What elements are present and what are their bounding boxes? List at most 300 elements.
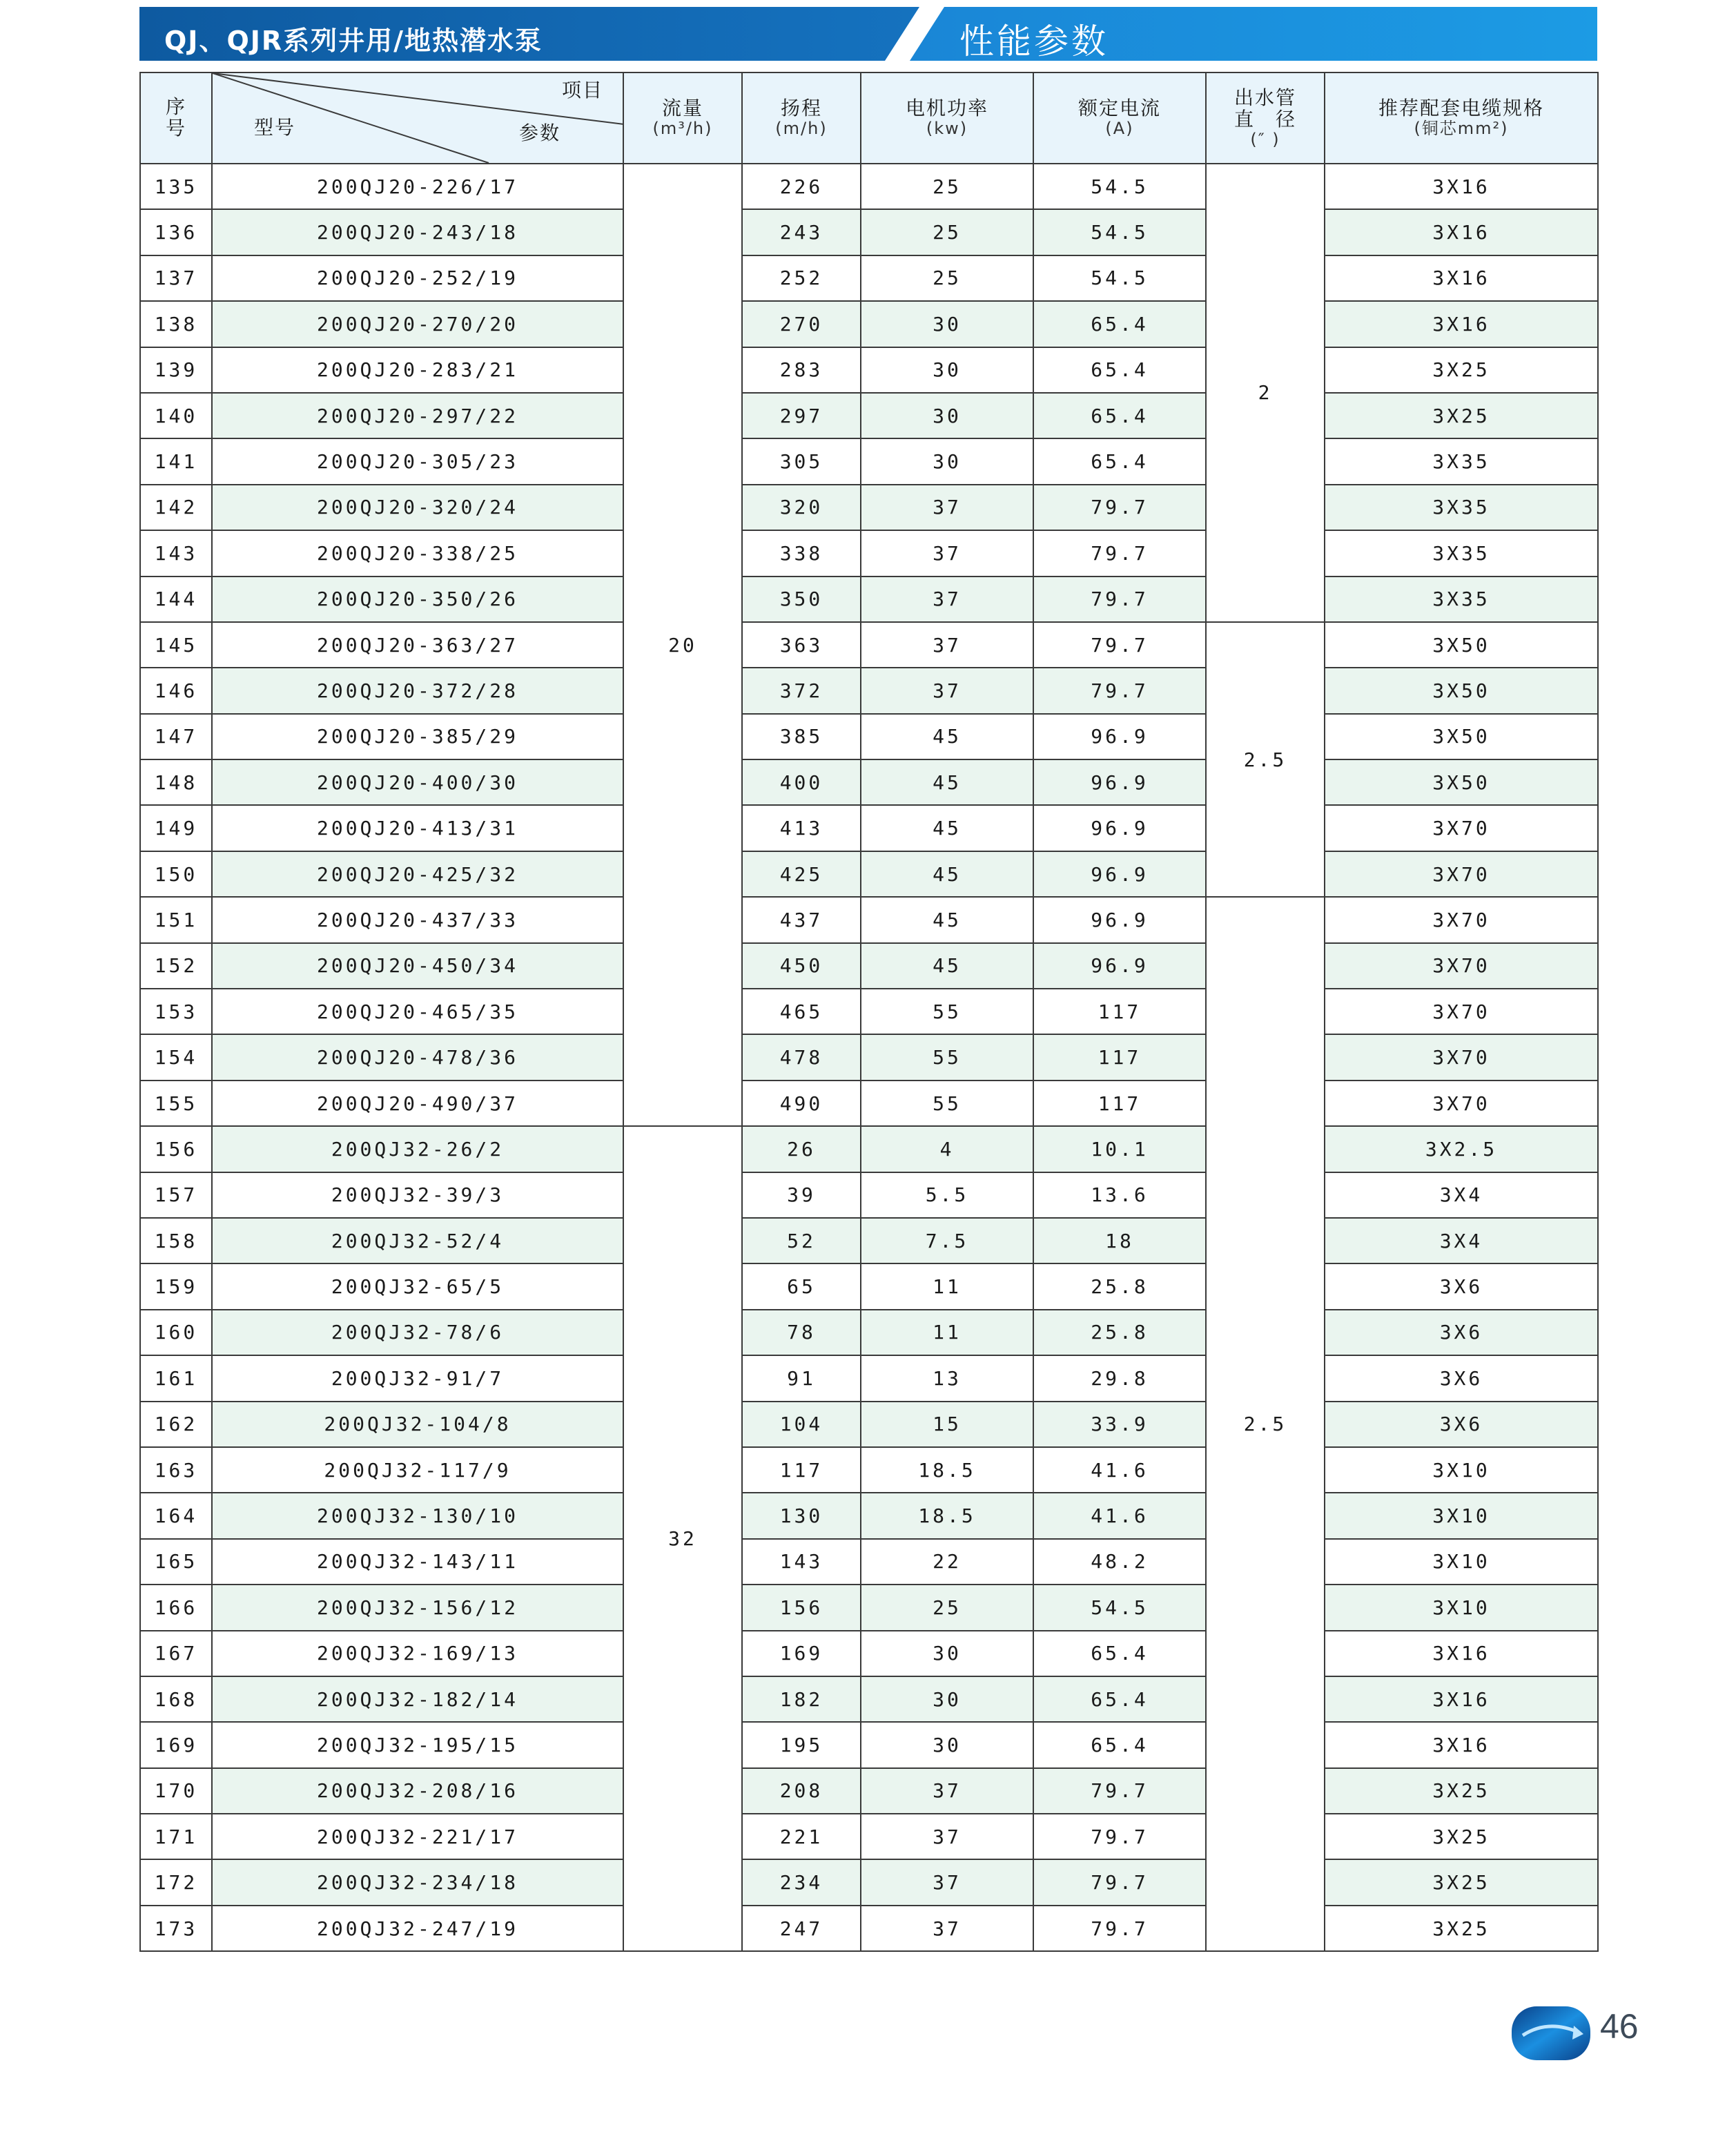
cell-power: 37 [861,1814,1033,1859]
cell-head: 490 [742,1081,861,1126]
table-row [140,759,1598,805]
cell-index: 166 [140,1585,212,1630]
table-row [140,622,1598,668]
cell-current: 117 [1033,1081,1206,1126]
cell-head: 252 [742,255,861,301]
cell-head: 104 [742,1402,861,1447]
cell-index: 144 [140,577,212,622]
cell-power: 4 [861,1126,1033,1172]
header-index [140,72,212,164]
cell-index: 164 [140,1493,212,1538]
cell-cable: 3X50 [1325,622,1598,668]
cell-power: 30 [861,347,1033,393]
cell-model: 200QJ32-195/15 [212,1722,623,1767]
cell-model: 200QJ20-270/20 [212,301,623,347]
cell-model: 200QJ20-297/22 [212,393,623,438]
header-head [742,72,861,164]
cell-cable: 3X25 [1325,347,1598,393]
cell-model: 200QJ20-478/36 [212,1034,623,1080]
cell-model: 200QJ32-78/6 [212,1310,623,1355]
cell-current: 79.7 [1033,485,1206,530]
cell-head: 372 [742,668,861,713]
header-param-label: 参数 [518,122,560,144]
table-row [140,347,1598,393]
cell-head: 65 [742,1263,861,1309]
cell-current: 41.6 [1033,1493,1206,1538]
cell-current: 29.8 [1033,1355,1206,1401]
cell-cable: 3X70 [1325,897,1598,942]
header-power [861,72,1033,164]
table-row [140,1355,1598,1401]
cell-cable: 3X50 [1325,668,1598,713]
table-row [140,851,1598,897]
cell-head: 39 [742,1172,861,1218]
cell-model: 200QJ20-413/31 [212,805,623,851]
cell-model: 200QJ32-208/16 [212,1768,623,1814]
cell-power: 45 [861,805,1033,851]
table-row [140,1906,1598,1951]
cell-power: 30 [861,1676,1033,1722]
cell-index: 153 [140,989,212,1034]
cell-current: 65.4 [1033,1631,1206,1676]
cell-head: 338 [742,530,861,576]
cell-current: 65.4 [1033,1722,1206,1767]
cell-head: 143 [742,1539,861,1585]
table-row [140,1493,1598,1538]
table-row [140,530,1598,576]
cell-power: 22 [861,1539,1033,1585]
cell-head: 450 [742,943,861,989]
cell-cable: 3X35 [1325,577,1598,622]
cell-index: 157 [140,1172,212,1218]
cell-model: 200QJ20-338/25 [212,530,623,576]
cell-model: 200QJ20-437/33 [212,897,623,942]
cell-index: 155 [140,1081,212,1126]
cell-index: 136 [140,209,212,255]
cell-current: 117 [1033,989,1206,1034]
cell-head: 156 [742,1585,861,1630]
cell-power: 45 [861,943,1033,989]
cell-cable: 3X4 [1325,1218,1598,1263]
cell-model: 200QJ32-169/13 [212,1631,623,1676]
header-outlet [1206,72,1325,164]
cell-index: 150 [140,851,212,897]
header-cable-unit: (铜芯mm²) [1414,119,1509,139]
cell-power: 37 [861,577,1033,622]
header-outlet-unit: (″ ) [1250,129,1280,149]
cell-head: 247 [742,1906,861,1951]
cell-current: 96.9 [1033,943,1206,989]
cell-model: 200QJ20-363/27 [212,622,623,668]
cell-power: 25 [861,209,1033,255]
cell-index: 171 [140,1814,212,1859]
cell-outlet-group: 2.5 [1206,622,1325,897]
cell-model: 200QJ32-117/9 [212,1447,623,1493]
cell-current: 25.8 [1033,1263,1206,1309]
cell-cable: 3X35 [1325,438,1598,484]
cell-current: 96.9 [1033,759,1206,805]
cell-current: 54.5 [1033,1585,1206,1630]
cell-index: 168 [140,1676,212,1722]
header-banner [139,7,1597,61]
page-number: 46 [1600,2007,1639,2046]
cell-head: 350 [742,577,861,622]
cell-model: 200QJ20-320/24 [212,485,623,530]
cell-cable: 3X16 [1325,255,1598,301]
cell-index: 162 [140,1402,212,1447]
table-row [140,438,1598,484]
table-row [140,989,1598,1034]
cell-current: 79.7 [1033,1814,1206,1859]
header-model-label: 型号 [254,116,296,139]
cell-model: 200QJ32-143/11 [212,1539,623,1585]
cell-head: 363 [742,622,861,668]
table-row [140,1402,1598,1447]
cell-cable: 3X16 [1325,1631,1598,1676]
cell-power: 5.5 [861,1172,1033,1218]
cell-index: 139 [140,347,212,393]
cell-cable: 3X25 [1325,1906,1598,1951]
cell-head: 283 [742,347,861,393]
cell-flow-group: 20 [623,164,742,1126]
cell-cable: 3X6 [1325,1310,1598,1355]
table-row [140,1447,1598,1493]
cell-model: 200QJ20-490/37 [212,1081,623,1126]
table-row [140,1263,1598,1309]
cell-model: 200QJ32-65/5 [212,1263,623,1309]
cell-power: 37 [861,1859,1033,1905]
cell-cable: 3X25 [1325,1768,1598,1814]
cell-cable: 3X25 [1325,393,1598,438]
cell-model: 200QJ20-226/17 [212,164,623,209]
cell-power: 30 [861,1722,1033,1767]
cell-head: 234 [742,1859,861,1905]
cell-index: 142 [140,485,212,530]
cell-model: 200QJ32-247/19 [212,1906,623,1951]
cell-cable: 3X35 [1325,530,1598,576]
cell-current: 96.9 [1033,714,1206,759]
cell-head: 305 [742,438,861,484]
cell-cable: 3X16 [1325,301,1598,347]
cell-cable: 3X70 [1325,943,1598,989]
header-model-diagonal [212,72,623,164]
cell-model: 200QJ20-283/21 [212,347,623,393]
cell-index: 149 [140,805,212,851]
cell-cable: 3X70 [1325,805,1598,851]
cell-current: 54.5 [1033,209,1206,255]
cell-power: 45 [861,851,1033,897]
header-index-line2: 号 [165,117,186,139]
cell-index: 170 [140,1768,212,1814]
header-power-unit: (kw) [926,119,968,139]
cell-model: 200QJ32-221/17 [212,1814,623,1859]
table-row [140,255,1598,301]
cell-power: 30 [861,393,1033,438]
table-row [140,943,1598,989]
cell-power: 37 [861,530,1033,576]
cell-index: 172 [140,1859,212,1905]
cell-model: 200QJ20-465/35 [212,989,623,1034]
cell-model: 200QJ20-450/34 [212,943,623,989]
cell-current: 96.9 [1033,805,1206,851]
header-cable-label: 推荐配套电缆规格 [1378,97,1544,120]
cell-head: 320 [742,485,861,530]
cell-head: 297 [742,393,861,438]
table-row [140,301,1598,347]
table-row [140,1081,1598,1126]
cell-index: 167 [140,1631,212,1676]
cell-power: 30 [861,301,1033,347]
cell-index: 146 [140,668,212,713]
cell-head: 52 [742,1218,861,1263]
cell-current: 18 [1033,1218,1206,1263]
cell-current: 96.9 [1033,851,1206,897]
table-row [140,714,1598,759]
cell-power: 7.5 [861,1218,1033,1263]
performance-table [139,72,1599,1952]
cell-cable: 3X25 [1325,1814,1598,1859]
cell-cable: 3X25 [1325,1859,1598,1905]
cell-model: 200QJ20-305/23 [212,438,623,484]
section-title: 性能参数 [959,21,1109,61]
cell-cable: 3X10 [1325,1447,1598,1493]
table-row [140,1539,1598,1585]
cell-current: 25.8 [1033,1310,1206,1355]
cell-current: 79.7 [1033,622,1206,668]
cell-cable: 3X50 [1325,714,1598,759]
cell-power: 18.5 [861,1493,1033,1538]
cell-model: 200QJ32-156/12 [212,1585,623,1630]
cell-flow-group: 32 [623,1126,742,1951]
cell-head: 400 [742,759,861,805]
cell-model: 200QJ32-52/4 [212,1218,623,1263]
cell-index: 158 [140,1218,212,1263]
cell-current: 79.7 [1033,530,1206,576]
cell-cable: 3X6 [1325,1263,1598,1309]
header-outlet-line2: 直 径 [1233,107,1296,130]
header-outlet-line1: 出水管 [1233,86,1296,109]
table-row [140,393,1598,438]
cell-model: 200QJ32-39/3 [212,1172,623,1218]
cell-model: 200QJ20-425/32 [212,851,623,897]
cell-model: 200QJ32-182/14 [212,1676,623,1722]
table-row [140,1034,1598,1080]
cell-head: 117 [742,1447,861,1493]
cell-current: 79.7 [1033,1768,1206,1814]
table-row [140,1310,1598,1355]
cell-current: 65.4 [1033,438,1206,484]
cell-model: 200QJ20-385/29 [212,714,623,759]
cell-current: 79.7 [1033,577,1206,622]
cell-index: 135 [140,164,212,209]
header-flow-label: 流量 [661,97,703,120]
cell-head: 465 [742,989,861,1034]
table-row [140,164,1598,209]
cell-cable: 3X70 [1325,989,1598,1034]
cell-cable: 3X16 [1325,1676,1598,1722]
cell-cable: 3X16 [1325,1722,1598,1767]
cell-current: 117 [1033,1034,1206,1080]
table-row [140,577,1598,622]
cell-index: 151 [140,897,212,942]
cell-cable: 3X6 [1325,1355,1598,1401]
table-row [140,1814,1598,1859]
cell-cable: 3X4 [1325,1172,1598,1218]
cell-index: 173 [140,1906,212,1951]
cell-model: 200QJ20-372/28 [212,668,623,713]
header-current-unit: (A) [1105,119,1134,139]
header-index-line1: 序 [165,95,186,119]
cell-index: 141 [140,438,212,484]
cell-index: 147 [140,714,212,759]
header-head-unit: (m/h) [775,119,828,139]
cell-index: 152 [140,943,212,989]
cell-power: 37 [861,1906,1033,1951]
cell-current: 65.4 [1033,393,1206,438]
cell-head: 270 [742,301,861,347]
cell-model: 200QJ32-234/18 [212,1859,623,1905]
cell-power: 55 [861,1081,1033,1126]
cell-power: 11 [861,1310,1033,1355]
cell-head: 221 [742,1814,861,1859]
cell-cable: 3X10 [1325,1539,1598,1585]
cell-power: 11 [861,1263,1033,1309]
table-row [140,1585,1598,1630]
cell-cable: 3X50 [1325,759,1598,805]
cell-current: 96.9 [1033,897,1206,942]
cell-power: 25 [861,164,1033,209]
cell-cable: 3X6 [1325,1402,1598,1447]
cell-index: 169 [140,1722,212,1767]
cell-head: 226 [742,164,861,209]
cell-head: 385 [742,714,861,759]
cell-head: 425 [742,851,861,897]
cell-index: 165 [140,1539,212,1585]
cell-cable: 3X70 [1325,1081,1598,1126]
table-row [140,209,1598,255]
page-badge-icon [1510,2005,1592,2064]
cell-power: 25 [861,255,1033,301]
table-row [140,1172,1598,1218]
table-row [140,668,1598,713]
cell-current: 79.7 [1033,1859,1206,1905]
cell-head: 208 [742,1768,861,1814]
cell-cable: 3X70 [1325,851,1598,897]
cell-cable: 3X16 [1325,164,1598,209]
cell-head: 182 [742,1676,861,1722]
cell-index: 163 [140,1447,212,1493]
cell-power: 45 [861,897,1033,942]
table-body [140,164,1598,1951]
cell-current: 65.4 [1033,1676,1206,1722]
cell-head: 169 [742,1631,861,1676]
cell-cable: 3X10 [1325,1585,1598,1630]
cell-power: 45 [861,714,1033,759]
table-row [140,1126,1598,1172]
cell-power: 30 [861,1631,1033,1676]
cell-cable: 3X16 [1325,209,1598,255]
cell-model: 200QJ32-26/2 [212,1126,623,1172]
table-row [140,805,1598,851]
cell-cable: 3X2.5 [1325,1126,1598,1172]
cell-model: 200QJ32-130/10 [212,1493,623,1538]
cell-current: 54.5 [1033,255,1206,301]
cell-index: 160 [140,1310,212,1355]
header-current-label: 额定电流 [1077,97,1161,120]
cell-power: 37 [861,668,1033,713]
cell-model: 200QJ20-350/26 [212,577,623,622]
cell-head: 130 [742,1493,861,1538]
cell-cable: 3X10 [1325,1493,1598,1538]
cell-power: 55 [861,989,1033,1034]
cell-index: 156 [140,1126,212,1172]
cell-cable: 3X70 [1325,1034,1598,1080]
series-title: QJ、QJR系列井用/地热潜水泵 [164,26,543,56]
cell-current: 65.4 [1033,301,1206,347]
cell-power: 25 [861,1585,1033,1630]
table-row [140,1631,1598,1676]
header-current [1033,72,1206,164]
cell-head: 26 [742,1126,861,1172]
cell-current: 79.7 [1033,1906,1206,1951]
cell-index: 137 [140,255,212,301]
cell-power: 37 [861,622,1033,668]
header-flow-unit: (m³/h) [652,119,713,139]
table-row [140,897,1598,942]
header-item-label: 项目 [561,79,603,101]
cell-power: 15 [861,1402,1033,1447]
header-flow [623,72,742,164]
cell-index: 138 [140,301,212,347]
header-cable [1325,72,1598,164]
table-row [140,485,1598,530]
cell-model: 200QJ20-252/19 [212,255,623,301]
table-row [140,1768,1598,1814]
cell-power: 13 [861,1355,1033,1401]
cell-head: 78 [742,1310,861,1355]
table-row [140,1722,1598,1767]
cell-current: 79.7 [1033,668,1206,713]
cell-index: 154 [140,1034,212,1080]
cell-current: 33.9 [1033,1402,1206,1447]
cell-index: 159 [140,1263,212,1309]
cell-current: 41.6 [1033,1447,1206,1493]
cell-index: 161 [140,1355,212,1401]
cell-head: 437 [742,897,861,942]
cell-power: 37 [861,485,1033,530]
cell-model: 200QJ20-243/18 [212,209,623,255]
cell-current: 54.5 [1033,164,1206,209]
cell-model: 200QJ32-104/8 [212,1402,623,1447]
cell-head: 478 [742,1034,861,1080]
cell-current: 48.2 [1033,1539,1206,1585]
header-head-label: 扬程 [780,97,822,120]
cell-current: 13.6 [1033,1172,1206,1218]
table-row [140,1218,1598,1263]
cell-power: 18.5 [861,1447,1033,1493]
cell-index: 140 [140,393,212,438]
cell-index: 143 [140,530,212,576]
cell-index: 145 [140,622,212,668]
cell-power: 30 [861,438,1033,484]
table-header-row [140,72,1598,164]
cell-power: 45 [861,759,1033,805]
cell-current: 10.1 [1033,1126,1206,1172]
table-row [140,1859,1598,1905]
table-row [140,1676,1598,1722]
cell-model: 200QJ20-400/30 [212,759,623,805]
cell-outlet-group: 2.5 [1206,897,1325,1951]
